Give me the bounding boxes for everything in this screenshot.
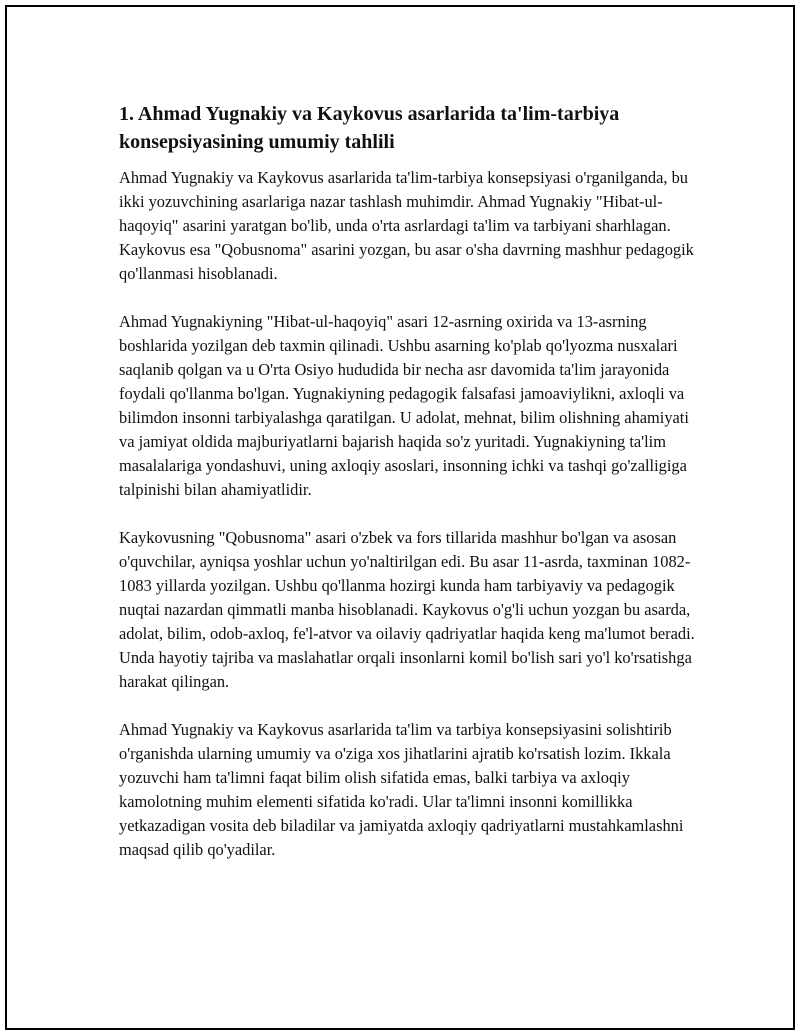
- paragraph-kaykovus: Kaykovusning "Qobusnoma" asari o'zbek va fors tillarida mashhur bo'lgan va asosan o'quvchilar, ayniqsa yoshlar uchun yo'naltirilgan edi. Bu asar 11-asrda, taxminan 1082-1083 yillarda yozilgan. Ushbu qo'llanma hozirgi kunda ham tarbiyaviy va pedagogik nuqtai nazardan qimmatli manba hisoblanadi. Kaykovus o'g'li uchun yozgan bu asarda, adolat, bilim, odob-axloq, fe'l-atvor va oilaviy qadriyatlar haqida keng ma'lumot beradi. Unda hayotiy tajriba va maslahatlar orqali insonlarni komil bo'lish sari yo'l ko'rsatishga harakat qilingan.: [119, 528, 695, 691]
- section-heading: 1. Ahmad Yugnakiy va Kaykovus asarlarida ta'lim-tarbiya konsepsiyasining umumiy tahlili: [119, 103, 620, 153]
- page-content: [119, 100, 697, 886]
- paragraph-yugnakiy: Ahmad Yugnakiyning "Hibat-ul-haqoyiq" asari 12-asrning oxirida va 13-asrning boshlarida yozilgan deb taxmin qilinadi. Ushbu asarning ko'plab qo'lyozma nusxalari saqlanib qolgan va u O'rta Osiyo hududida bir necha asr davomida ta'lim jarayonida foydali qo'llanma bo'lgan. Yugnakiyning pedagogik falsafasi jamoaviylikni, axloqli va bilimdon insonni tarbiyalashga qaratilgan. U adolat, mehnat, bilim olishning ahamiyati va jamiyat oldida majburiyatlarni bajarish haqida so'z yuritadi. Yugnakiyning ta'lim masalalariga yondashuvi, uning axloqiy asoslari, insonning ichki va tashqi go'zalligiga talpinishi bilan ahamiyatlidir.: [119, 312, 689, 499]
- paragraph-comparison: Ahmad Yugnakiy va Kaykovus asarlarida ta'lim va tarbiya konsepsiyasini solishtirib o'rganishda ularning umumiy va o'ziga xos jihatlarini ajratib ko'rsatish lozim. Ikkala yozuvchi ham ta'limni faqat bilim olish sifatida emas, balki tarbiya va axloqiy kamolotning muhim elementi sifatida ko'radi. Ular ta'limni insonni komillikka yetkazadigan vosita deb biladilar va jamiyatda axloqiy qadriyatlarni mustahkamlashni maqsad qilib qo'yadilar.: [119, 720, 684, 859]
- page-frame: [5, 5, 795, 1030]
- paragraph-intro: Ahmad Yugnakiy va Kaykovus asarlarida ta'lim-tarbiya konsepsiyasi o'rganilganda, bu ikki yozuvchining asarlariga nazar tashlash muhimdir. Ahmad Yugnakiy "Hibat-ul-haqoyiq" asarini yaratgan bo'lib, unda o'rta asrlardagi ta'lim va tarbiyani sharhlagan. Kaykovus esa "Qobusnoma" asarini yozgan, bu asar o'sha davrning mashhur pedagogik qo'llanmasi hisoblanadi.: [119, 168, 694, 283]
